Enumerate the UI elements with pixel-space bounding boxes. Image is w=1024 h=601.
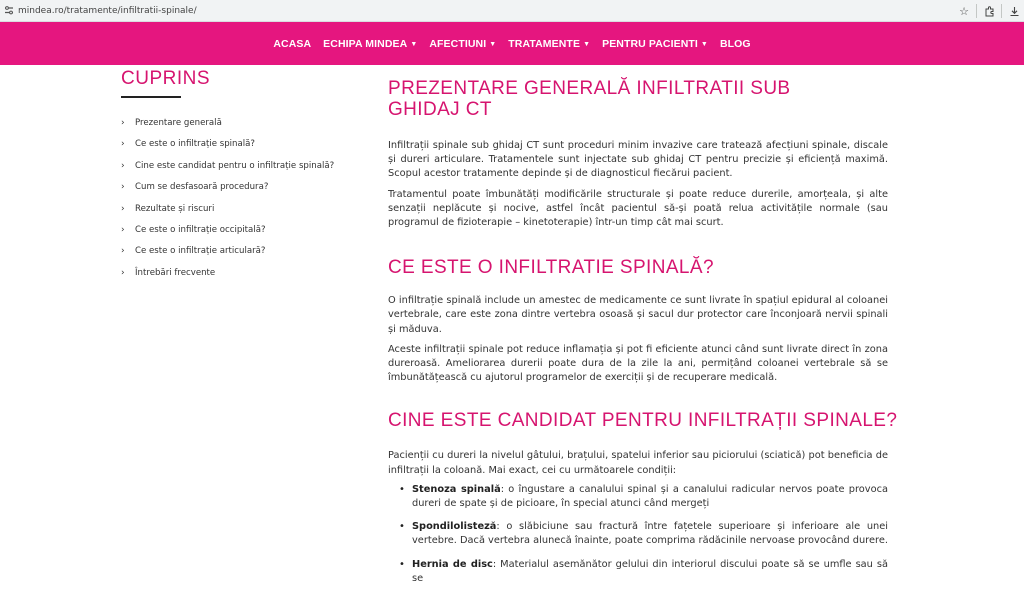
nav-item-blog[interactable] — [714, 38, 757, 50]
list-item-term: Hernia de disc — [412, 558, 493, 570]
download-icon[interactable] — [1004, 0, 1024, 22]
extensions-icon[interactable] — [979, 0, 999, 22]
chevron-right-icon: › — [121, 267, 125, 278]
toc-item-intrebari-frecvente[interactable] — [121, 268, 351, 289]
chevron-right-icon: › — [121, 118, 125, 128]
toc-item-label: Întrebări frecvente — [135, 267, 216, 278]
chevron-right-icon: › — [121, 139, 125, 150]
nav-item-label: ECHIPA MINDEA — [323, 37, 408, 50]
toc-item-label: Ce este o infiltrație articulară? — [135, 246, 266, 257]
toc-list — [121, 118, 351, 289]
nav-item-tratamente[interactable] — [502, 38, 596, 50]
toc-title: CUPRINS — [121, 68, 211, 89]
toc-item-label: Cine este candidat pentru o infiltrație spinală? — [135, 160, 335, 171]
list-item — [388, 558, 888, 586]
toc-item-label: Ce este o infiltrație occipitală? — [135, 224, 266, 235]
nav-item-label: AFECTIUNI — [429, 37, 487, 50]
chevron-right-icon: › — [121, 160, 125, 171]
article-content — [388, 78, 898, 586]
nav-item-label: ACASA — [273, 37, 312, 50]
star-icon[interactable]: ☆ — [959, 4, 969, 18]
paragraph: Tratamentul poate îmbunătăți modificările structurale și poate reduce durerile, amorțeala, și alte senzații neplăcute și nocive, astfel încât pacientul să-și poată relua activitățile normale (sau programul de fizioterapie – kinetoterapie) într-un timp cât mai scurt. — [388, 188, 888, 229]
table-of-contents — [121, 68, 351, 289]
nav-list — [0, 22, 1024, 65]
main-navigation — [0, 22, 1024, 65]
paragraph: Infiltrații spinale sub ghidaj CT sunt proceduri minim invazive care tratează afecțiuni spinale, discale și dureri articulare. Tratamentele sunt injectate sub ghidaj CT pentru precizie și eficiență maximă. Scopul acestor tratamente depinde și de diagnosticul fiecărui pacient. — [388, 140, 888, 180]
nav-item-acasa[interactable] — [267, 38, 317, 50]
toc-underline — [121, 96, 181, 98]
chevron-right-icon: › — [121, 182, 125, 193]
toc-item-ce-este-infiltratie-spinala[interactable] — [121, 139, 351, 160]
toc-item-label: Ce este o infiltrație spinală? — [135, 139, 255, 150]
section-heading-prezentare: PREZENTARE GENERALĂ INFILTRATII SUB GHIDAJ CT — [388, 78, 791, 120]
nav-item-afectiuni[interactable] — [423, 38, 502, 50]
toc-item-rezultate-si-riscuri[interactable] — [121, 204, 351, 225]
toc-item-cum-se-desfasoara[interactable] — [121, 182, 351, 203]
list-item-text: : o îngustare a canalului spinal și a canalului radicular nervos poate provoca dureri de spate și de picioare, în special atunci când mergeți — [412, 483, 888, 510]
chevron-down-icon: ▼ — [700, 40, 708, 48]
section-heading-ce-este: CE ESTE O INFILTRATIE SPINALĂ? — [388, 257, 714, 279]
conditions-list — [388, 483, 888, 586]
list-item-text: : o slăbiciune sau fractură între fațetele superioare și inferioare ale unei vertebre. Dacă vertebra alunecă înainte, poate comprima rădăcinile nervoase provocând durere. — [412, 521, 888, 547]
chevron-down-icon: ▼ — [489, 40, 497, 48]
nav-item-echipa-mindea[interactable] — [317, 38, 423, 50]
chevron-right-icon: › — [121, 246, 125, 257]
chevron-right-icon: › — [121, 224, 125, 235]
toc-item-label: Cum se desfasoară procedura? — [135, 182, 269, 193]
paragraph: Pacienții cu dureri la nivelul gâtului, brațului, spatelui inferior sau piciorului (sciatică) pot beneficia de infiltrații la coloană. Mai exact, cei cu următoarele condiții: — [388, 450, 888, 476]
toolbar-separator — [976, 4, 977, 18]
nav-item-pentru-pacienti[interactable] — [596, 38, 714, 50]
toc-item-infiltratie-articulara[interactable] — [121, 246, 351, 267]
nav-item-label: BLOG — [719, 37, 751, 50]
toc-item-cine-este-candidat[interactable] — [121, 161, 351, 182]
chevron-down-icon: ▼ — [410, 40, 418, 48]
toc-item-prezentare-generala[interactable] — [121, 118, 351, 139]
chevron-right-icon: › — [121, 203, 125, 214]
paragraph: Aceste infiltrații spinale pot reduce inflamația și pot fi eficiente atunci când sunt livrate direct în zona dureroasă. Ameliorarea durerii poate dura de la zile la ani, permițând coloanei vertebrale să se îmbunătățească cu ajutorul programelor de exerciții și de recuperare medicală. — [388, 343, 888, 384]
list-item — [388, 520, 888, 548]
site-info-icon[interactable] — [0, 0, 18, 22]
toc-item-label: Rezultate și riscuri — [135, 203, 215, 214]
url-field[interactable]: mindea.ro/tratamente/infiltratii-spinale/ — [18, 5, 197, 16]
list-item-term: Stenoza spinală — [412, 483, 501, 495]
chevron-down-icon: ▼ — [583, 40, 591, 48]
toc-item-label: Prezentare generală — [135, 118, 222, 128]
list-item-term: Spondilolisteză — [412, 521, 497, 533]
browser-address-bar — [0, 0, 1024, 22]
nav-item-label: TRATAMENTE — [508, 37, 581, 50]
list-item — [388, 483, 888, 511]
toolbar-separator — [1001, 4, 1002, 18]
toc-item-infiltratie-occipitala[interactable] — [121, 225, 351, 246]
list-item-text: : Materialul asemănător gelului din interiorul discului poate să se umfle sau să se — [412, 558, 888, 584]
section-heading-cine-este-candidat: CINE ESTE CANDIDAT PENTRU INFILTRAȚII SPINALE? — [388, 410, 898, 432]
paragraph: O infiltrație spinală include un amestec de medicamente ce sunt livrate în spațiul epidural al coloanei vertebrale, care este zona dintre vertebra osoasă și sacul dur protector care înconjoară nervii spinali și măduva. — [388, 295, 888, 335]
nav-item-label: PENTRU PACIENTI — [602, 37, 698, 50]
